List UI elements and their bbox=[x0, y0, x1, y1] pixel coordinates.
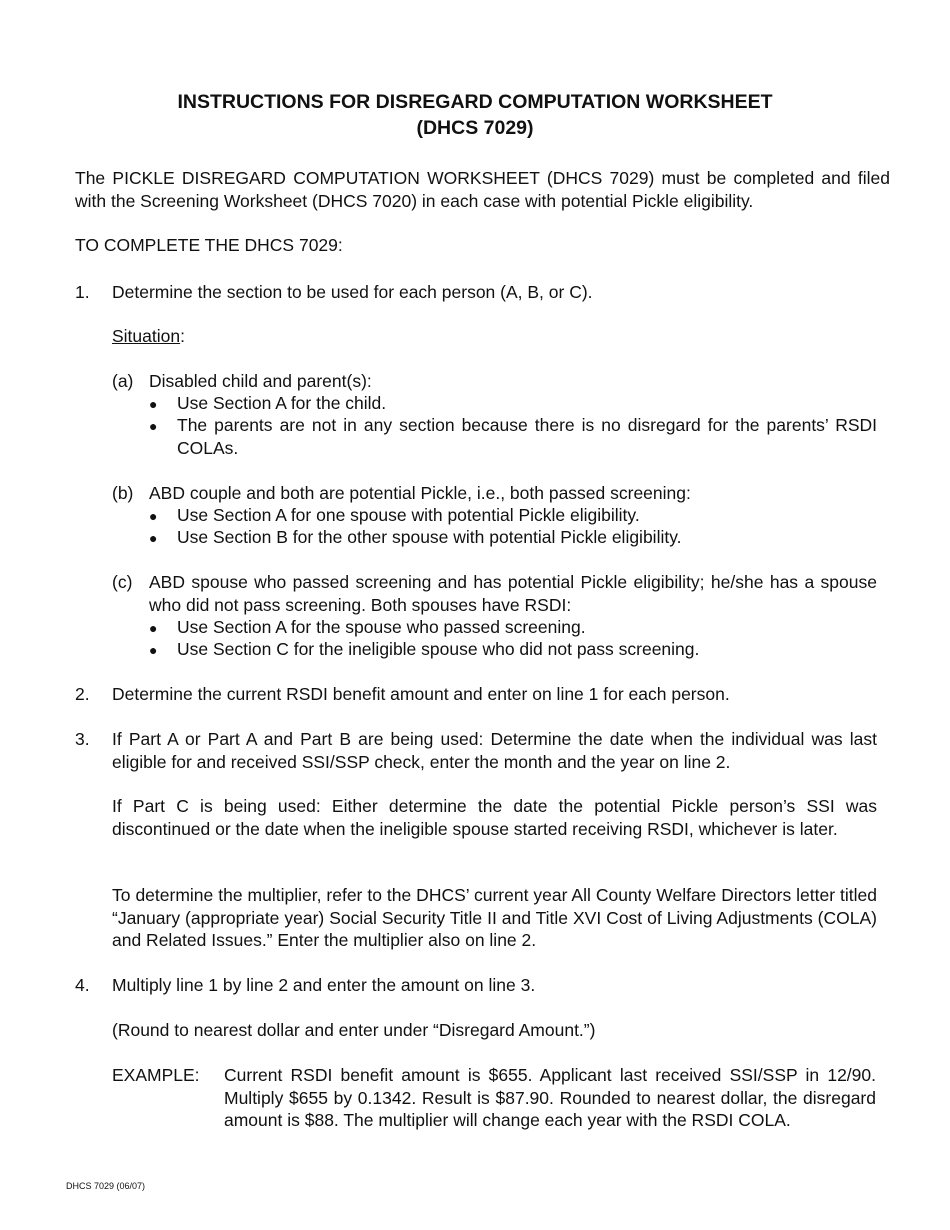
bullet-icon: ● bbox=[149, 620, 158, 636]
bullet-icon: ● bbox=[149, 396, 158, 412]
bullet-icon: ● bbox=[149, 508, 158, 524]
step-1-text: Determine the section to be used for each person (A, B, or C). bbox=[112, 282, 593, 302]
bullet-icon: ● bbox=[149, 418, 158, 434]
situation-a-bullet-1: Use Section A for the child. bbox=[177, 393, 387, 413]
situation-a-label: (a) bbox=[112, 371, 134, 391]
situation-b-bullet-2: Use Section B for the other spouse with potential Pickle eligibility. bbox=[177, 527, 682, 547]
bullet-icon: ● bbox=[149, 530, 158, 546]
situation-label: Situation bbox=[112, 326, 181, 346]
step-3-number: 3. bbox=[75, 729, 90, 749]
situation-colon: : bbox=[180, 326, 185, 346]
form-footer-code: DHCS 7029 (06/07) bbox=[66, 1181, 146, 1191]
to-complete-heading: TO COMPLETE THE DHCS 7029: bbox=[75, 235, 343, 255]
situation-c-bullet-2: Use Section C for the ineligible spouse who did not pass screening. bbox=[177, 639, 700, 659]
situation-a-bullet-2: The parents are not in any section because there is no disregard for the parents’ RSDI COLAs. bbox=[177, 415, 877, 458]
situation-a-text: Disabled child and parent(s): bbox=[149, 371, 372, 391]
situation-c-label: (c) bbox=[112, 572, 133, 592]
step-2-text: Determine the current RSDI benefit amount and enter on line 1 for each person. bbox=[112, 684, 730, 704]
intro-paragraph: The PICKLE DISREGARD COMPUTATION WORKSHEET (DHCS 7029) must be completed and filed with the Screening Worksheet (DHCS 7020) in each case with potential Pickle eligibility. bbox=[75, 168, 890, 211]
step-3-part-c-paragraph: If Part C is being used: Either determine the date the potential Pickle person’s SSI was discontinued or the date when the ineligible spouse started receiving RSDI, whichever is later. bbox=[112, 796, 877, 839]
step-4-text: Multiply line 1 by line 2 and enter the amount on line 3. bbox=[112, 975, 536, 995]
situation-b-text: ABD couple and both are potential Pickle, i.e., both passed screening: bbox=[149, 483, 691, 503]
situation-c-bullet-1: Use Section A for the spouse who passed screening. bbox=[177, 617, 586, 637]
page-title bbox=[0, 89, 950, 141]
step-3-text: If Part A or Part A and Part B are being used: Determine the date when the individual was last eligible for and received SSI/SSP check, enter the month and the year on line 2. bbox=[112, 729, 877, 772]
bullet-icon: ● bbox=[149, 642, 158, 658]
step-4-number: 4. bbox=[75, 975, 90, 995]
title-line-1: INSTRUCTIONS FOR DISREGARD COMPUTATION WORKSHEET bbox=[177, 91, 773, 113]
title-line-2: (DHCS 7029) bbox=[416, 117, 534, 139]
situation-c-text: ABD spouse who passed screening and has potential Pickle eligibility; he/she has a spouse who did not pass screening. Both spouses have RSDI: bbox=[149, 572, 877, 615]
step-1-number: 1. bbox=[75, 282, 90, 302]
situation-heading bbox=[112, 325, 185, 348]
step-2-number: 2. bbox=[75, 684, 90, 704]
situation-b-label: (b) bbox=[112, 483, 134, 503]
step-3-multiplier-paragraph: To determine the multiplier, refer to the DHCS’ current year All County Welfare Directors letter titled “January (appropriate year) Social Security Title II and Title XVI Cost of Living Adjustments (COLA) and Related Issues.” Enter the multiplier also on line 2. bbox=[112, 885, 877, 950]
example-text: Current RSDI benefit amount is $655. Applicant last received SSI/SSP in 12/90. Multiply $655 by 0.1342. Result is $87.90. Rounded to nearest dollar, the disregard amount is $88. The multiplier will change each year with the RSDI COLA. bbox=[224, 1065, 876, 1130]
situation-b-bullet-1: Use Section A for one spouse with potential Pickle eligibility. bbox=[177, 505, 640, 525]
step-4-round-note: (Round to nearest dollar and enter under “Disregard Amount.”) bbox=[112, 1020, 596, 1040]
example-label: EXAMPLE: bbox=[112, 1065, 200, 1085]
